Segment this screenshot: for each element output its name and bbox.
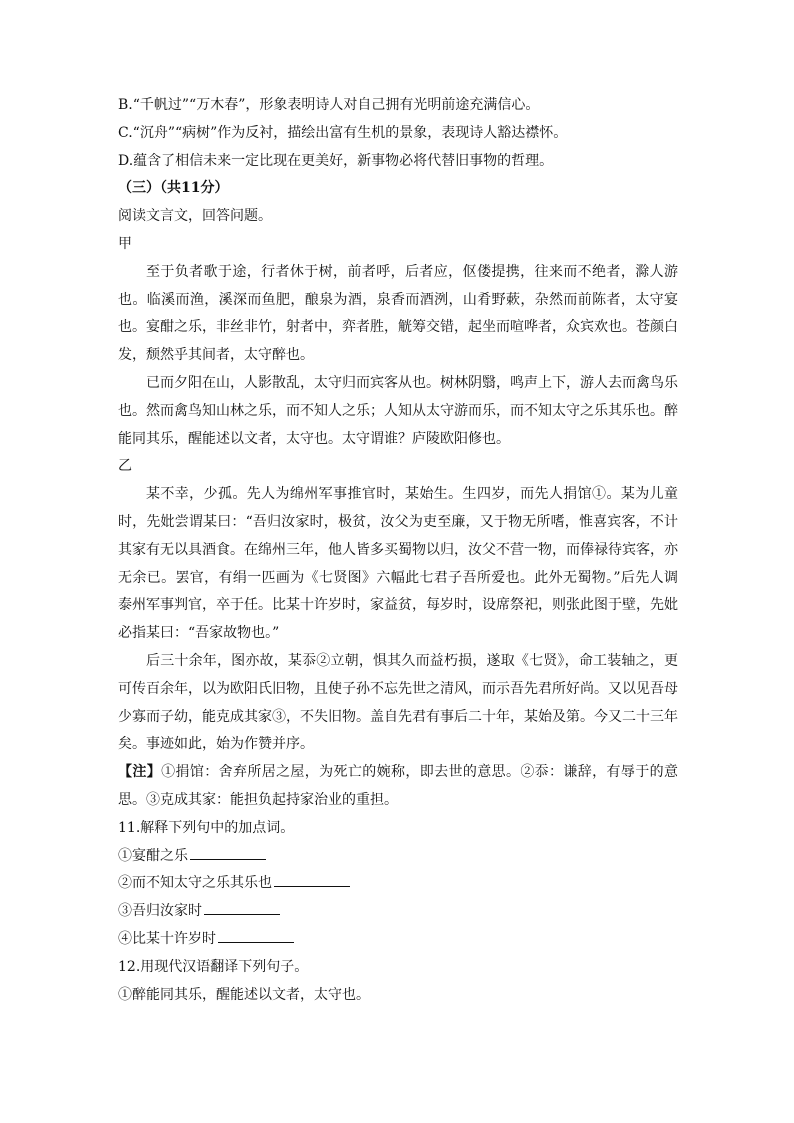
answer-blank[interactable] <box>204 913 280 915</box>
option-b: B.“千帆过”“万木春”，形象表明诗人对自己拥有光明前途充满信心。 <box>118 97 540 113</box>
question-11-item-3 <box>118 898 678 926</box>
option-d: D.蕴含了相信未来一定比现在更美好，新事物必将代替旧事物的哲理。 <box>118 152 554 169</box>
question-11-item-2 <box>118 870 678 898</box>
passage-b-paragraph-2: 后三十余年，图亦故，某忝②立朝，惧其久而益朽损，遂取《七贤》，命工装轴之，更可传百余年，以为欧阳氏旧物，且使子孙不忘先世之清风，而示吾先君所好尚。又以见吾母少寡而子幼，能克成其家③，不失旧物。盖自先君有事后二十年，某始及第。今又二十三年矣。事迹如此，始为作赞并序。 <box>118 652 678 753</box>
passage-b-label: 乙 <box>118 458 132 475</box>
question-item-text: ④比某十许岁时 <box>118 930 216 947</box>
question-item-text: ①宴酣之乐 <box>118 847 188 864</box>
question-item-text: ②而不知太守之乐其乐也 <box>118 875 272 892</box>
answer-blank[interactable] <box>274 885 350 887</box>
instruction: 阅读文言文，回答问题。 <box>118 208 272 225</box>
question-item-text: ③吾归汝家时 <box>118 903 202 920</box>
section-title: （三）（共11分） <box>118 180 229 197</box>
question-12-stem: 12.用现代汉语翻译下列句子。 <box>118 958 309 975</box>
passage-a-paragraph-2: 已而夕阳在山，人影散乱，太守归而宾客从也。树林阴翳，鸣声上下，游人去而禽鸟乐也。然而禽鸟知山林之乐，而不知人之乐；人知从太守游而乐，而不知太守之乐其乐也。醉能同其乐，醒能述以文者，太守也。太守谓谁？庐陵欧阳修也。 <box>118 374 678 447</box>
question-12-item-1: ①醉能同其乐，醒能述以文者，太守也。 <box>118 986 370 1003</box>
question-11-stem: 11.解释下列句中的加点词。 <box>118 819 295 836</box>
question-11-item-1 <box>118 843 678 871</box>
annotation-note <box>118 759 678 815</box>
passage-b-paragraph-1: 某不幸，少孤。先人为绵州军事推官时，某始生。生四岁，而先人捐馆①。某为儿童时，先妣尝谓某曰：“吾归汝家时，极贫，汝父为吏至廉，又于物无所嗜，惟喜宾客，不计其家有无以具酒食。在绵州三年，他人皆多买蜀物以归，汝父不营一物，而俸禄待宾客，亦无余已。罢官，有绢一匹画为《七贤图》六幅此七君子吾所爱也。此外无蜀物。”后先人调泰州军事判官，卒于任。比某十许岁时，家益贫，每岁时，设席祭祀，则张此图于壁，先妣必指某曰：“吾家故物也。” <box>118 486 678 642</box>
option-c: C.“沉舟”“病树”作为反衬，描绘出富有生机的景象，表现诗人豁达襟怀。 <box>118 124 568 141</box>
passage-a-paragraph-1: 至于负者歌于途，行者休于树，前者呼，后者应，伛偻提携，往来而不绝者，滁人游也。临溪而渔，溪深而鱼肥，酿泉为酒，泉香而酒洌，山肴野蔌，杂然而前陈者，太守宴也。宴酣之乐，非丝非竹，射者中，弈者胜，觥筹交错，起坐而喧哗者，众宾欢也。苍颜白发，颓然乎其间者，太守醉也。 <box>118 263 678 364</box>
note-text: ①捐馆：舍弃所居之屋，为死亡的婉称，即去世的意思。②忝：谦辞，有辱于的意思。③克成其家：能担负起持家治业的重担。 <box>118 764 679 808</box>
answer-blank[interactable] <box>218 941 294 943</box>
exam-page <box>118 92 678 1009</box>
question-11-item-4 <box>118 926 678 954</box>
answer-blank[interactable] <box>190 858 266 860</box>
note-label: 【注】 <box>118 764 162 781</box>
passage-a-label: 甲 <box>118 235 132 252</box>
